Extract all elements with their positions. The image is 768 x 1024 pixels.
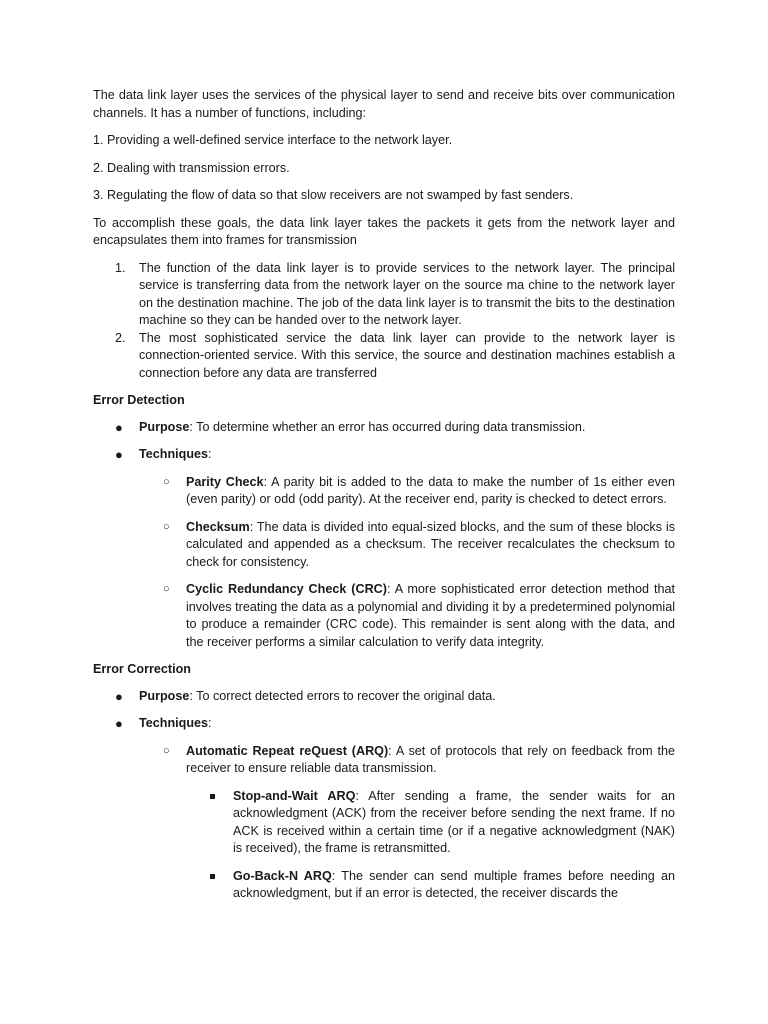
variant-label: Go-Back-N ARQ — [233, 868, 332, 883]
list-number: 1. — [115, 260, 126, 275]
bullet-dot-icon: ● — [115, 447, 123, 462]
function-item-1: 1. Providing a well-defined service interface to the network layer. — [93, 133, 453, 147]
function-item-2: 2. Dealing with transmission errors. — [93, 160, 290, 175]
technique-label: Parity Check — [186, 474, 264, 489]
list-item-text: The function of the data link layer is to provide services to the network layer. The principal service is transferring data from the network layer on the source ma chine to the network layer on the destination machine. The job of the data link layer is to transmit the bits to the destination machine so they can be handed over to the network layer. — [139, 260, 675, 327]
bullet-circle-icon: ○ — [163, 475, 170, 488]
purpose-label: Purpose — [139, 688, 190, 703]
technique-text: : The data is divided into equal-sized blocks, and the sum of these blocks is calculated and appended as a checksum. The receiver recalculates the checksum to check for consistency. — [186, 519, 675, 569]
variant-text: : The sender can send multiple frames before needing an acknowledgment, but if an error is detected, the receiver discards the — [233, 868, 675, 900]
arq-item — [139, 743, 675, 903]
bullet-dot-icon: ● — [115, 716, 123, 731]
error-detection-heading: Error Detection — [93, 393, 185, 407]
bullet-dot-icon: ● — [115, 688, 123, 704]
bullet-dot-icon: ● — [115, 419, 123, 435]
bullet-square-icon — [210, 794, 215, 799]
detection-techniques-item — [93, 446, 675, 651]
stop-and-wait-item — [186, 788, 675, 858]
error-correction-heading: Error Correction — [93, 662, 191, 676]
purpose-label: Purpose — [139, 419, 190, 434]
variant-text: : After sending a frame, the sender waits for an acknowledgment (ACK) from the receiver before sending the next frame. If no ACK is received within a certain time (or if a negative acknowledgment (NAK) is received), the frame is retransmitted. — [233, 788, 675, 855]
arq-variants-list — [186, 788, 675, 903]
correction-techniques-item — [93, 715, 675, 903]
crc-item — [139, 581, 675, 651]
document-body — [93, 87, 675, 913]
detection-purpose-item — [93, 419, 675, 437]
detection-techniques-list — [139, 474, 675, 652]
techniques-label: Techniques — [139, 447, 209, 461]
technique-label: Checksum — [186, 519, 250, 534]
bullet-circle-icon: ○ — [163, 744, 170, 757]
bullet-circle-icon: ○ — [163, 583, 170, 595]
list-number: 2. — [115, 330, 126, 345]
technique-text: : A more sophisticated error detection method that involves treating the data as a polynomial and dividing it by a predetermined polynomial to produce a remainder (CRC code). This remainder is sent along with the data, and the receiver performs a similar calculation to verify data integrity. — [186, 582, 675, 649]
numbered-item-1 — [93, 260, 675, 330]
technique-text: : A parity bit is added to the data to make the number of 1s either even (even parity) or odd (odd parity). At the receiver end, parity is checked to detect errors. — [186, 474, 675, 506]
list-item-text: The most sophisticated service the data link layer can provide to the network layer is connection-oriented service. With this service, the source and destination machines establish a connection before any data are transferred — [139, 330, 675, 380]
purpose-text: : To correct detected errors to recover the original data. — [189, 688, 496, 703]
go-back-n-item — [186, 868, 675, 903]
error-correction-list — [93, 688, 675, 903]
technique-label: Automatic Repeat reQuest (ARQ) — [186, 743, 389, 758]
techniques-colon: : — [208, 447, 212, 461]
bullet-circle-icon: ○ — [163, 520, 170, 533]
numbered-item-2 — [93, 330, 675, 383]
purpose-text: : To determine whether an error has occurred during data transmission. — [189, 419, 586, 434]
error-detection-list — [93, 419, 675, 652]
variant-label: Stop-and-Wait ARQ — [233, 788, 356, 803]
technique-text: : A set of protocols that rely on feedback from the receiver to ensure reliable data transmission. — [186, 743, 675, 775]
goals-paragraph: To accomplish these goals, the data link layer takes the packets it gets from the network layer and encapsulates them into frames for transmission — [93, 215, 675, 247]
technique-label: Cyclic Redundancy Check (CRC) — [186, 582, 387, 596]
intro-paragraph: The data link layer uses the services of the physical layer to send and receive bits over communication channels. It has a number of functions, including: — [93, 88, 675, 120]
techniques-colon: : — [208, 716, 212, 730]
techniques-label: Techniques — [139, 716, 209, 730]
correction-purpose-item — [93, 688, 675, 706]
parity-check-item — [139, 474, 675, 509]
function-item-3: 3. Regulating the flow of data so that slow receivers are not swamped by fast senders. — [93, 188, 574, 202]
checksum-item — [139, 519, 675, 572]
numbered-list — [93, 260, 675, 383]
correction-techniques-list — [139, 743, 675, 903]
bullet-square-icon — [210, 874, 215, 879]
